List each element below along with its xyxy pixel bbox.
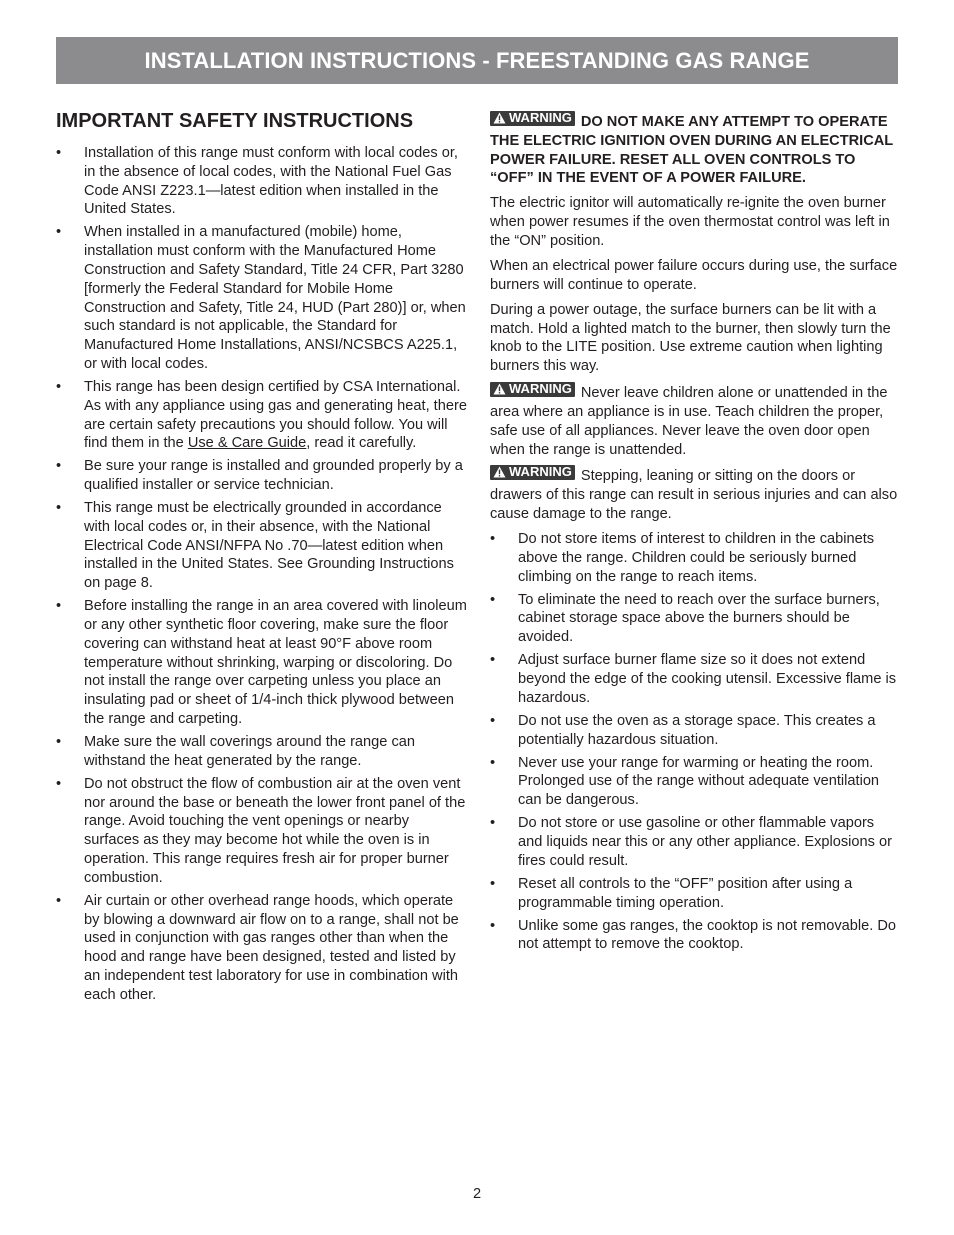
list-item: • To eliminate the need to reach over the surface burners, cabinet storage space above the burners should be avoided. xyxy=(490,591,880,646)
list-item: • Do not store items of interest to children in the cabinets above the range. Children could be seriously burned climbing on the range to reach items. xyxy=(490,531,875,585)
bullet: • xyxy=(56,224,62,241)
right-column xyxy=(490,111,900,958)
bullet: • xyxy=(56,775,62,792)
bullet: • xyxy=(56,145,62,161)
warning-block-stepping: WARNING Stepping, leaning or sitting on the doors or drawers of this range can result in serious injuries and can also cause damage to the range. xyxy=(490,464,898,523)
bullet: • xyxy=(490,652,496,669)
bullet: • xyxy=(490,531,496,548)
warning-block-children: WARNING Never leave children alone or unattended in the area where an appliance is in use. Teach children the proper, safe use of all appliances. Never leave the oven door open when the range is unattended. xyxy=(490,381,888,458)
paragraph: When an electrical power failure occurs during use, the surface burners will continue to operate. xyxy=(490,257,898,293)
use-care-guide-link[interactable]: Use & Care Guide xyxy=(187,435,307,452)
section-heading: IMPORTANT SAFETY INSTRUCTIONS xyxy=(56,110,414,132)
left-column xyxy=(56,108,468,1009)
bullet: • xyxy=(490,712,496,729)
page-number: 2 xyxy=(472,1186,482,1202)
list-item: • Adjust surface burner flame size so it does not extend beyond the edge of the cooking utensil. Excessive flame is hazardous. xyxy=(490,652,897,706)
precautions-list xyxy=(490,530,900,954)
list-item: • Air curtain or other overhead range hoods, which operate by blowing a downward air flow on to a range, shall not be used in conjunction with gas ranges other than when the hood and range have been designed, tested and listed by an independent test laboratory for use in combination with each other. xyxy=(56,892,459,1003)
bullet: • xyxy=(490,875,496,892)
list-item: • Do not store or use gasoline or other flammable vapors and liquids near this or any other appliance. Explosions or fires could result. xyxy=(490,815,892,869)
warning-block-power-failure: WARNING DO NOT MAKE ANY ATTEMPT TO OPERATE THE ELECTRIC IGNITION OVEN DURING AN ELECTRICAL POWER FAILURE. RESET ALL OVEN CONTROLS TO “OFF” IN THE EVENT OF A POWER FAILURE. xyxy=(490,110,893,187)
list-item: • Installation of this range must conform with local codes or, in the absence of local codes, with the National Fuel Gas Code ANSI Z223.1—latest edition when installed in the United States. xyxy=(56,145,458,218)
warning-badge: WARNING xyxy=(490,465,575,480)
warning-badge: WARNING xyxy=(490,382,575,397)
list-item: • This range must be electrically grounded in accordance with local codes or, in their absence, with the National Electrical Code ANSI/NFPA No .70—latest edition when installed in the United States. See Grounding Instructions on page 8. xyxy=(56,500,454,592)
bullet: • xyxy=(490,917,496,934)
list-item: • Before installing the range in an area covered with linoleum or any other synthetic floor covering, make sure the floor covering can withstand heat at least 90°F above room temperature without shrinking, warping or discoloring. Do not install the range over carpeting unless you place an insulating pad or sheet of 1/4-inch thick plywood between the range and carpeting. xyxy=(56,598,467,728)
safety-list xyxy=(56,144,468,1005)
list-item: • Never use your range for warming or heating the room. Prolonged use of the range without adequate ventilation can be dangerous. xyxy=(490,754,880,809)
list-item: • Do not use the oven as a storage space. This creates a potentially hazardous situation. xyxy=(490,712,876,748)
warning-triangle-icon xyxy=(493,112,506,124)
warning-triangle-icon xyxy=(493,466,506,478)
warning-triangle-icon xyxy=(493,383,506,395)
paragraph: During a power outage, the surface burners can be lit with a match. Hold a lighted match to the burner, then slowly turn the knob to the LITE position. Use extreme caution when lighting burners this way. xyxy=(490,301,891,375)
list-item: • Do not obstruct the flow of combustion air at the oven vent nor around the base or beneath the lower front panel of the range. Avoid touching the vent openings or nearby surfaces as they may become hot while the oven is in operation. This range requires fresh air for proper burner combustion. xyxy=(56,775,466,886)
bullet: • xyxy=(490,591,496,608)
bullet: • xyxy=(56,892,62,909)
bullet: • xyxy=(56,458,62,475)
list-item: • Reset all controls to the “OFF” position after using a programmable timing operation. xyxy=(490,875,853,911)
list-item: • This range has been design certified by CSA International. As with any appliance using gas and generating heat, there are certain safety precautions you should follow. You will find them in the Use & Care Guide, read it carefully. xyxy=(56,378,467,452)
bullet: • xyxy=(56,598,62,615)
title-banner xyxy=(56,37,898,84)
bullet: • xyxy=(490,815,496,832)
list-item: • Make sure the wall coverings around the range can withstand the heat generated by the range. xyxy=(56,734,415,769)
list-item: • Unlike some gas ranges, the cooktop is not removable. Do not attempt to remove the cooktop. xyxy=(490,917,897,953)
warning-badge: WARNING xyxy=(490,111,575,126)
paragraph: The electric ignitor will automatically re-ignite the oven burner when power resumes if the oven thermostat control was left in the “ON” position. xyxy=(490,195,890,249)
bullet: • xyxy=(56,500,62,517)
bullet: • xyxy=(490,754,496,771)
bullet: • xyxy=(56,378,62,395)
bullet: • xyxy=(56,734,62,751)
list-item: • Be sure your range is installed and grounded properly by a qualified installer or service technician. xyxy=(56,458,463,494)
list-item: • When installed in a manufactured (mobile) home, installation must conform with the Manufactured Home Construction and Safety Standard, Title 24 CFR, Part 3280 [formerly the Federal Standard for Mobile Home Construction and Safety, Title 24, HUD (Part 280)] or, when such standard is not applicable, the Standard for Manufactured Home Installations, ANSI/NCSBCS A225.1, or with local codes. xyxy=(56,224,466,372)
page-title: INSTALLATION INSTRUCTIONS - FREESTANDING GAS RANGE xyxy=(144,47,810,73)
